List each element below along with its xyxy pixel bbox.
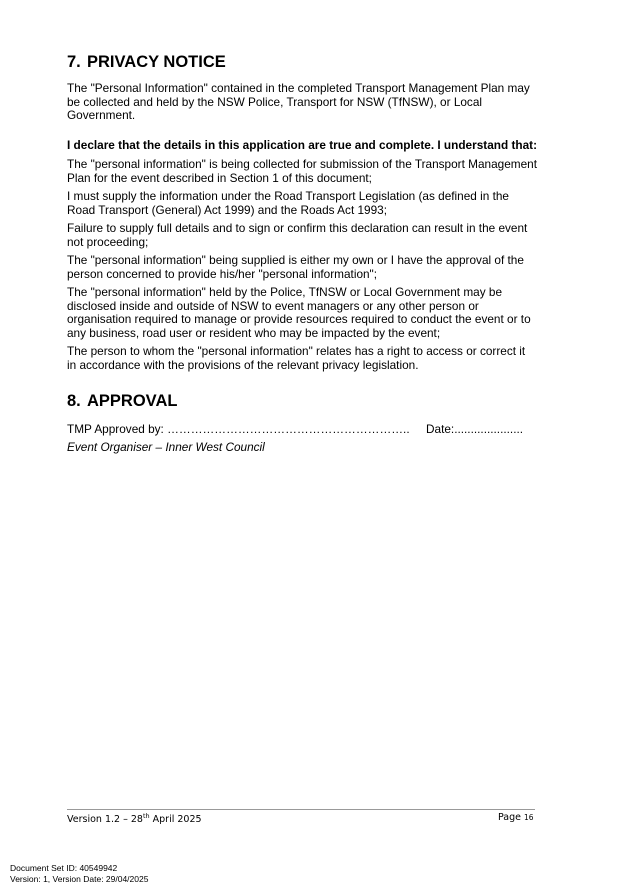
version-sup: th: [142, 812, 150, 820]
approver-role: Event Organiser – Inner West Council: [67, 440, 265, 454]
section-number: 8.: [67, 392, 81, 410]
declaration-item: I must supply the information under the Road Transport Legislation (as defined in the Road Transport (General) Act 1999) and the Roads Act 1993;: [67, 189, 509, 217]
date-label: Date:.....................: [426, 422, 524, 436]
declaration-item: Failure to supply full details and to sign or confirm this declaration can result in the event not proceeding;: [67, 221, 528, 249]
version-suffix: April 2025: [149, 814, 202, 825]
document-set-id: Document Set ID: 40549942: [10, 863, 118, 873]
section-7-heading: [67, 53, 226, 72]
footer-divider: [67, 809, 535, 810]
declaration-item: The "personal information" held by the Police, TfNSW or Local Government may be disclosed inside and outside of NSW to event managers or any other person or organisation required to manage or provide resources required to conduct the event or to any business, road user or resident who may be impacted by the event;: [67, 285, 531, 340]
section-8-heading: [67, 392, 177, 411]
footer-version: [67, 812, 202, 825]
declaration-item: The "personal information" is being collected for submission of the Transport Management Plan for the event described in Section 1 of this document;: [67, 157, 538, 185]
footer-page-number: [498, 812, 534, 823]
section-title: PRIVACY NOTICE: [87, 53, 226, 71]
page-number: 16: [524, 813, 534, 822]
approved-by-label: TMP Approved by: ……………………………………………………..: [67, 422, 410, 436]
section-title: APPROVAL: [87, 392, 178, 410]
privacy-intro: The "Personal Information" contained in the completed Transport Management Plan may be collected and held by the NSW Police, Transport for NSW (TfNSW), or Local Government.: [67, 81, 530, 123]
page-label: Page: [498, 812, 525, 823]
section-number: 7.: [67, 53, 81, 71]
declaration-item: The person to whom the "personal information" relates has a right to access or correct it in accordance with the provisions of the relevant privacy legislation.: [67, 344, 526, 372]
approval-signature-line: [67, 422, 537, 436]
declaration-statement: I declare that the details in this application are true and complete. I understand that:: [67, 138, 537, 152]
version-prefix: Version 1.2 – 28: [67, 814, 143, 825]
declaration-item: The "personal information" being supplied is either my own or I have the approval of the person concerned to provide his/her "personal information";: [67, 253, 524, 281]
document-version: Version: 1, Version Date: 29/04/2025: [10, 874, 149, 884]
